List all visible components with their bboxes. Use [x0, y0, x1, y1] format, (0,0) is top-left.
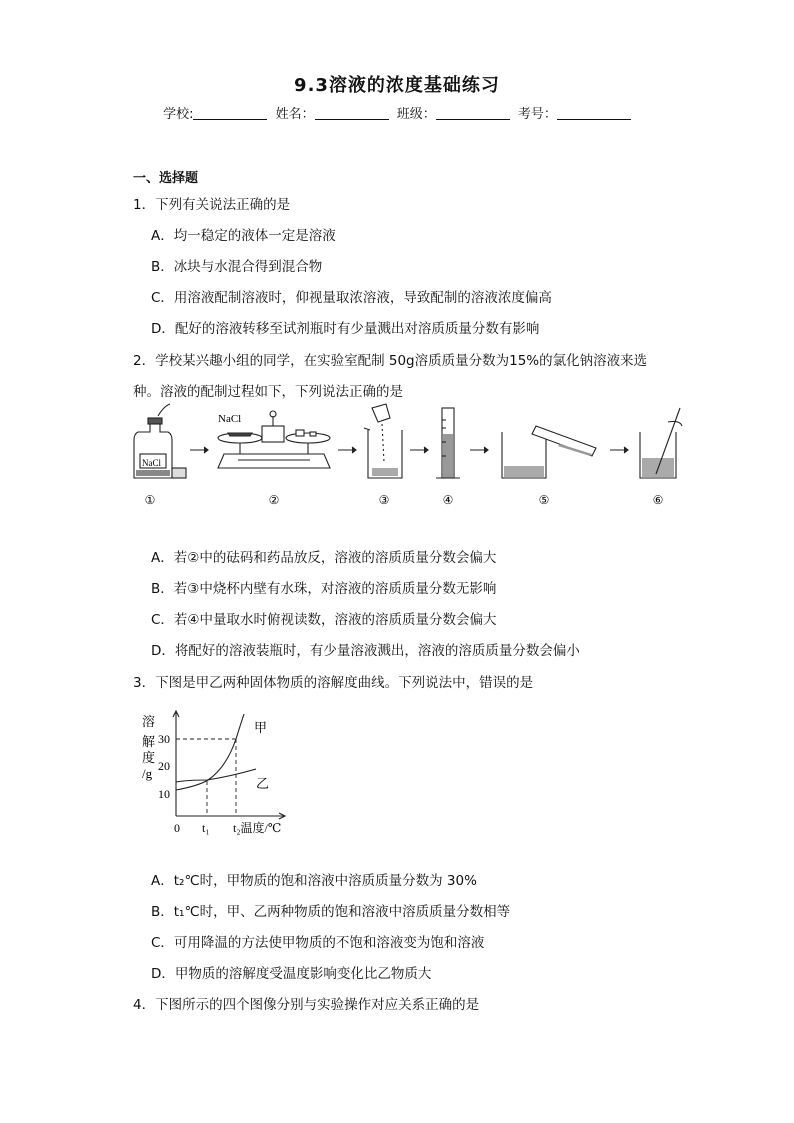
question-3-option-d: D．甲物质的溶解度受温度影响变化比乙物质大 [151, 966, 432, 982]
step-label-6: ⑥ [652, 493, 664, 507]
y-label-char-3: 度 [142, 750, 156, 765]
step-label-5: ⑤ [538, 493, 550, 507]
y-label-char-4: /g [142, 766, 153, 781]
question-3-option-c: C．可用降温的方法使甲物质的不饱和溶液变为饱和溶液 [151, 935, 485, 951]
exam-number-label: 考号： [517, 107, 557, 122]
step-label-3: ③ [378, 493, 390, 507]
y-label-char-2: 解 [142, 734, 156, 749]
question-1-option-c: C．用溶液配制溶液时，仰视量取浓溶液，导致配制的溶液浓度偏高 [151, 290, 552, 306]
question-1-option-b: B．冰块与水混合得到混合物 [151, 259, 323, 275]
question-3-stem: 3．下图是甲乙两种固体物质的溶解度曲线。下列说法中，错误的是 [133, 675, 534, 691]
step-label-2: ② [268, 493, 280, 507]
y-tick-30: 30 [158, 732, 170, 746]
question-2-option-c: C．若④中量取水时俯视读数，溶液的溶质质量分数会偏大 [151, 612, 497, 628]
x-tick-t1: t₁ [202, 821, 210, 835]
curve-jia [176, 714, 244, 790]
stirring-rod-icon [640, 408, 682, 478]
school-label: 学校: [163, 107, 194, 122]
question-2-option-a: A．若②中的砝码和药品放反，溶液的溶质质量分数会偏大 [151, 550, 497, 566]
step-label-4: ④ [442, 493, 454, 507]
question-3-option-b: B．t₁℃时，甲、乙两种物质的饱和溶液中溶质质量分数相等 [151, 904, 511, 920]
name-blank[interactable] [315, 106, 389, 120]
student-info-row [0, 103, 794, 122]
question-2-option-b: B．若③中烧杯内壁有水珠，对溶液的溶质质量分数无影响 [151, 581, 497, 597]
question-1-option-d: D．配好的溶液转移至试剂瓶时有少量溅出对溶质质量分数有影响 [151, 321, 540, 337]
bottle-label: NaCl [142, 458, 161, 468]
question-2-option-d: D．将配好的溶液装瓶时，有少量溶液溅出，溶液的溶质质量分数会偏小 [151, 643, 580, 659]
y-tick-10: 10 [158, 787, 170, 801]
beaker-with-paper-icon [364, 404, 402, 478]
page-title: 9.3溶液的浓度基础练习 [294, 75, 500, 96]
question-4-stem: 4．下图所示的四个图像分别与实验操作对应关系正确的是 [133, 997, 480, 1013]
question-2-stem-continued: 种。溶液的配制过程如下，下列说法正确的是 [133, 384, 403, 400]
pouring-water-icon [502, 426, 596, 478]
section-heading: 一、选择题 [133, 171, 199, 186]
curve-yi [176, 769, 256, 782]
y-tick-20: 20 [158, 759, 170, 773]
y-label-char-1: 溶 [142, 714, 156, 729]
curve-label-yi: 乙 [256, 776, 270, 791]
graduated-cylinder-icon [436, 408, 460, 478]
x-tick-0: 0 [174, 821, 180, 835]
solution-preparation-figure [120, 402, 700, 514]
question-1-option-a: A．均一稳定的液体一定是溶液 [151, 228, 336, 244]
school-blank[interactable] [193, 106, 267, 120]
curve-label-jia: 甲 [254, 720, 268, 735]
question-2-stem: 2．学校某兴趣小组的同学，在实验室配制 50g溶质质量分数为15%的氯化钠溶液来选 [133, 353, 648, 369]
question-1-stem: 1．下列有关说法正确的是 [133, 197, 291, 213]
name-label: 姓名： [275, 107, 315, 122]
solubility-curve-graph [136, 706, 306, 840]
exam-number-blank[interactable] [557, 106, 631, 120]
class-blank[interactable] [436, 106, 510, 120]
balance-reagent-label: NaCl [218, 413, 242, 425]
step-label-1: ① [144, 493, 156, 507]
x-axis-label: t₂温度/℃ [233, 821, 282, 835]
question-3-option-a: A．t₂℃时，甲物质的饱和溶液中溶质质量分数为 30% [151, 873, 477, 889]
class-label: 班级： [396, 107, 436, 122]
